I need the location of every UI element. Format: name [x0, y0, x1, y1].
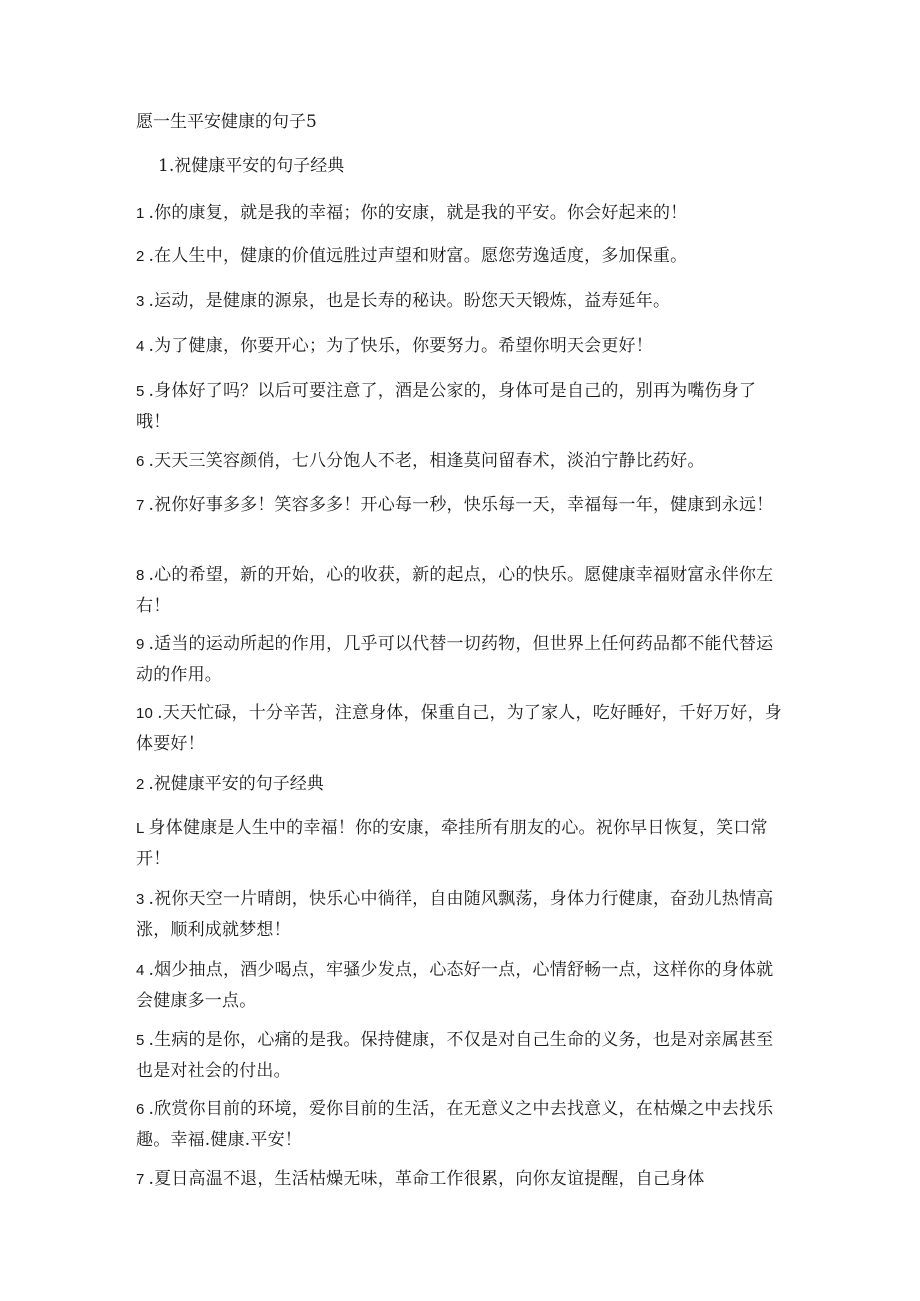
item-text: .身体好了吗？以后可要注意了，酒是公家的，身体可是自己的，别再为嘴伤身了哦！: [136, 381, 757, 432]
item-text: .欣赏你目前的环境，爱你目前的生活，在无意义之中去找意义，在枯燥之中去找乐趣。幸福.健康.平安！: [136, 1099, 774, 1150]
list-item: [136, 376, 782, 437]
list-item: [136, 560, 782, 621]
item-text: .适当的运动所起的作用，几乎可以代替一切药物，但世界上任何药品都不能代替运动的作用。: [136, 634, 774, 685]
section-heading-text: .祝健康平安的句子经典: [148, 774, 324, 794]
item-text: .夏日高温不退，生活枯燥无味，革命工作很累，向你友谊提醒，自己身体: [148, 1169, 705, 1189]
list-item: [136, 1164, 782, 1195]
item-number: 3: [136, 293, 145, 310]
item-text: .天天忙碌，十分辛苦，注意身体，保重自己，为了家人，吃好睡好，千好万好，身体要好！: [136, 703, 782, 754]
item-text: .为了健康，你要开心；为了快乐，你要努力。希望你明天会更好！: [148, 336, 653, 356]
list-item: [136, 813, 782, 874]
item-text: .祝你天空一片晴朗，快乐心中徜徉，自由随风飘荡，身体力行健康，奋劲儿热情高涨，顺利成就梦想！: [136, 889, 774, 940]
item-number: 10: [136, 705, 154, 722]
list-item: [136, 1094, 782, 1155]
item-number: 6: [136, 453, 145, 470]
item-number: 4: [136, 338, 145, 355]
item-text: .心的希望，新的开始，心的收获，新的起点，心的快乐。愿健康幸福财富永伴你左右！: [136, 565, 774, 616]
list-item: [136, 490, 782, 521]
list-item: [136, 286, 782, 317]
item-number: 2: [136, 248, 145, 265]
list-item: [136, 1025, 782, 1086]
item-number: 6: [136, 1101, 145, 1118]
list-item: [136, 884, 782, 945]
section-number: 2: [136, 776, 145, 793]
item-text: .运动，是健康的源泉，也是长寿的秘诀。盼您天天锻炼，益寿延年。: [148, 291, 671, 311]
list-item: [136, 198, 782, 229]
section-1-heading: 1.祝健康平安的句子经典: [158, 156, 345, 176]
item-number: 1: [136, 205, 145, 222]
item-text: 身体健康是人生中的幸福！你的安康，牵挂所有朋友的心。祝你早日恢复，笑口常开！: [136, 818, 768, 869]
document-title: 愿一生平安健康的句子5: [136, 112, 317, 132]
list-item: [136, 446, 782, 477]
item-number: L: [136, 820, 145, 837]
list-item: [136, 331, 782, 362]
list-item: [136, 698, 782, 759]
item-text: .生病的是你，心痛的是我。保持健康，不仅是对自己生命的义务，也是对亲属甚至也是对社会的付出。: [136, 1030, 774, 1081]
list-item: [136, 629, 782, 690]
item-number: 8: [136, 567, 145, 584]
item-text: .在人生中，健康的价值远胜过声望和财富。愿您劳逸适度，多加保重。: [148, 246, 688, 266]
item-number: 7: [136, 497, 145, 514]
item-number: 7: [136, 1171, 145, 1188]
item-text: .烟少抽点，酒少喝点，牢骚少发点，心态好一点，心情舒畅一点，这样你的身体就会健康多一点。: [136, 960, 774, 1011]
item-text: .你的康复，就是我的幸福；你的安康，就是我的平安。你会好起来的！: [148, 203, 688, 223]
item-text: .天天三笑容颜俏，七八分饱人不老，相逢莫问留春术，淡泊宁静比药好。: [148, 451, 705, 471]
list-item: [136, 955, 782, 1016]
item-text: .祝你好事多多！笑容多多！开心每一秒，快乐每一天，幸福每一年，健康到永远！: [148, 495, 774, 515]
section-2-heading: [136, 770, 324, 799]
item-number: 5: [136, 1032, 145, 1049]
item-number: 4: [136, 962, 145, 979]
item-number: 3: [136, 891, 145, 908]
item-number: 9: [136, 636, 145, 653]
list-item: [136, 241, 782, 272]
item-number: 5: [136, 383, 145, 400]
